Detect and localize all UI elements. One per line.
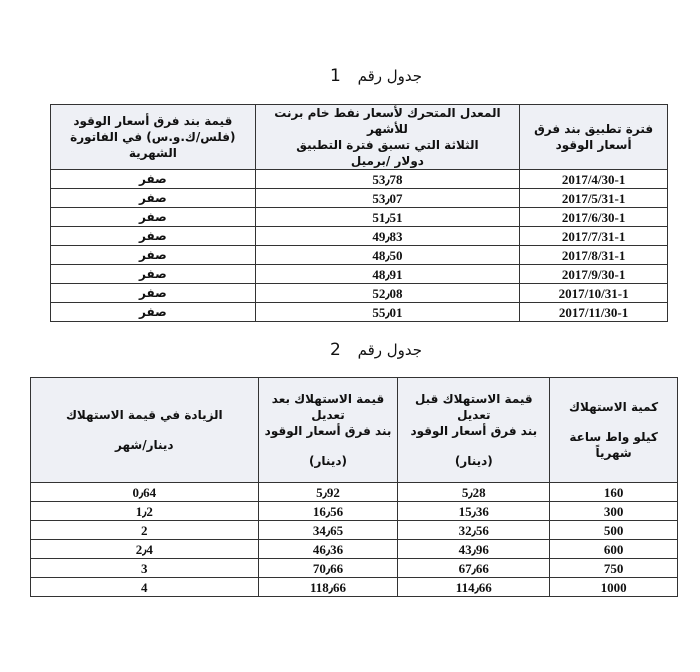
cell-before: 32٫56 (398, 521, 550, 540)
cell-clause-value: صفر (51, 303, 256, 322)
table-row (51, 246, 668, 265)
cell-period: 2017/8/31-1 (520, 246, 668, 265)
cell-period: 2017/5/31-1 (520, 189, 668, 208)
cell-increase: 0٫64 (31, 483, 259, 502)
cell-after: 70٫66 (258, 559, 398, 578)
table-row (51, 227, 668, 246)
cell-avg-price: 48٫91 (255, 265, 520, 284)
cell-increase: 2 (31, 521, 259, 540)
consumption-impact-table (30, 377, 678, 597)
cell-after: 16٫56 (258, 502, 398, 521)
table-row (51, 284, 668, 303)
header-kwh: كمية الاستهلاك كيلو واط ساعة شهرياً (550, 378, 678, 483)
cell-clause-value: صفر (51, 227, 256, 246)
cell-increase: 2٫4 (31, 540, 259, 559)
cell-before: 67٫66 (398, 559, 550, 578)
cell-kwh: 750 (550, 559, 678, 578)
cell-period: 2017/11/30-1 (520, 303, 668, 322)
table2-title-number: 2 (330, 340, 341, 360)
table-row (31, 540, 678, 559)
cell-period: 2017/7/31-1 (520, 227, 668, 246)
cell-period: 2017/4/30-1 (520, 170, 668, 189)
cell-avg-price: 53٫07 (255, 189, 520, 208)
cell-before: 43٫96 (398, 540, 550, 559)
cell-period: 2017/10/31-1 (520, 284, 668, 303)
cell-clause-value: صفر (51, 189, 256, 208)
cell-clause-value: صفر (51, 284, 256, 303)
cell-after: 34٫65 (258, 521, 398, 540)
table-row (51, 170, 668, 189)
cell-increase: 4 (31, 578, 259, 597)
cell-avg-price: 52٫08 (255, 284, 520, 303)
table-row (31, 483, 678, 502)
cell-after: 46٫36 (258, 540, 398, 559)
table1-header-row (51, 105, 668, 170)
cell-before: 15٫36 (398, 502, 550, 521)
cell-after: 5٫92 (258, 483, 398, 502)
table-row (31, 521, 678, 540)
cell-before: 114٫66 (398, 578, 550, 597)
header-clause-value: قيمة بند فرق أسعار الوقود (فلس/ك.و.س) في الفاتورة الشهرية (51, 105, 256, 170)
table-row (31, 502, 678, 521)
cell-increase: 1٫2 (31, 502, 259, 521)
cell-clause-value: صفر (51, 208, 256, 227)
table1-title (330, 66, 422, 86)
cell-avg-price: 51٫51 (255, 208, 520, 227)
cell-avg-price: 49٫83 (255, 227, 520, 246)
table-row (51, 189, 668, 208)
cell-clause-value: صفر (51, 265, 256, 284)
table-row (51, 265, 668, 284)
cell-avg-price: 48٫50 (255, 246, 520, 265)
cell-period: 2017/9/30-1 (520, 265, 668, 284)
cell-period: 2017/6/30-1 (520, 208, 668, 227)
header-period: فترة تطبيق بند فرق أسعار الوقود (520, 105, 668, 170)
cell-after: 118٫66 (258, 578, 398, 597)
table-row (51, 303, 668, 322)
table2-title-text: جدول رقم (357, 341, 423, 359)
cell-kwh: 300 (550, 502, 678, 521)
header-avg-price: المعدل المتحرك لأسعار نفط خام برنت للأشهر الثلاثة التي تسبق فترة التطبيق دولار /برميل (255, 105, 520, 170)
cell-before: 5٫28 (398, 483, 550, 502)
cell-avg-price: 53٫78 (255, 170, 520, 189)
header-after: قيمة الاستهلاك بعد تعديل بند فرق أسعار الوقود (دينار) (258, 378, 398, 483)
cell-avg-price: 55٫01 (255, 303, 520, 322)
table-row (31, 578, 678, 597)
table-row (51, 208, 668, 227)
table1-title-text: جدول رقم (357, 67, 423, 85)
cell-kwh: 500 (550, 521, 678, 540)
table2-header-row (31, 378, 678, 483)
table1-title-number: 1 (330, 66, 341, 86)
table2-title (330, 340, 422, 360)
cell-kwh: 1000 (550, 578, 678, 597)
cell-kwh: 600 (550, 540, 678, 559)
table-row (31, 559, 678, 578)
header-increase: الزيادة في قيمة الاستهلاك دينار/شهر (31, 378, 259, 483)
fuel-clause-table (50, 104, 668, 322)
cell-clause-value: صفر (51, 246, 256, 265)
cell-clause-value: صفر (51, 170, 256, 189)
cell-kwh: 160 (550, 483, 678, 502)
header-before: قيمة الاستهلاك قبل تعديل بند فرق أسعار الوقود (دينار) (398, 378, 550, 483)
cell-increase: 3 (31, 559, 259, 578)
